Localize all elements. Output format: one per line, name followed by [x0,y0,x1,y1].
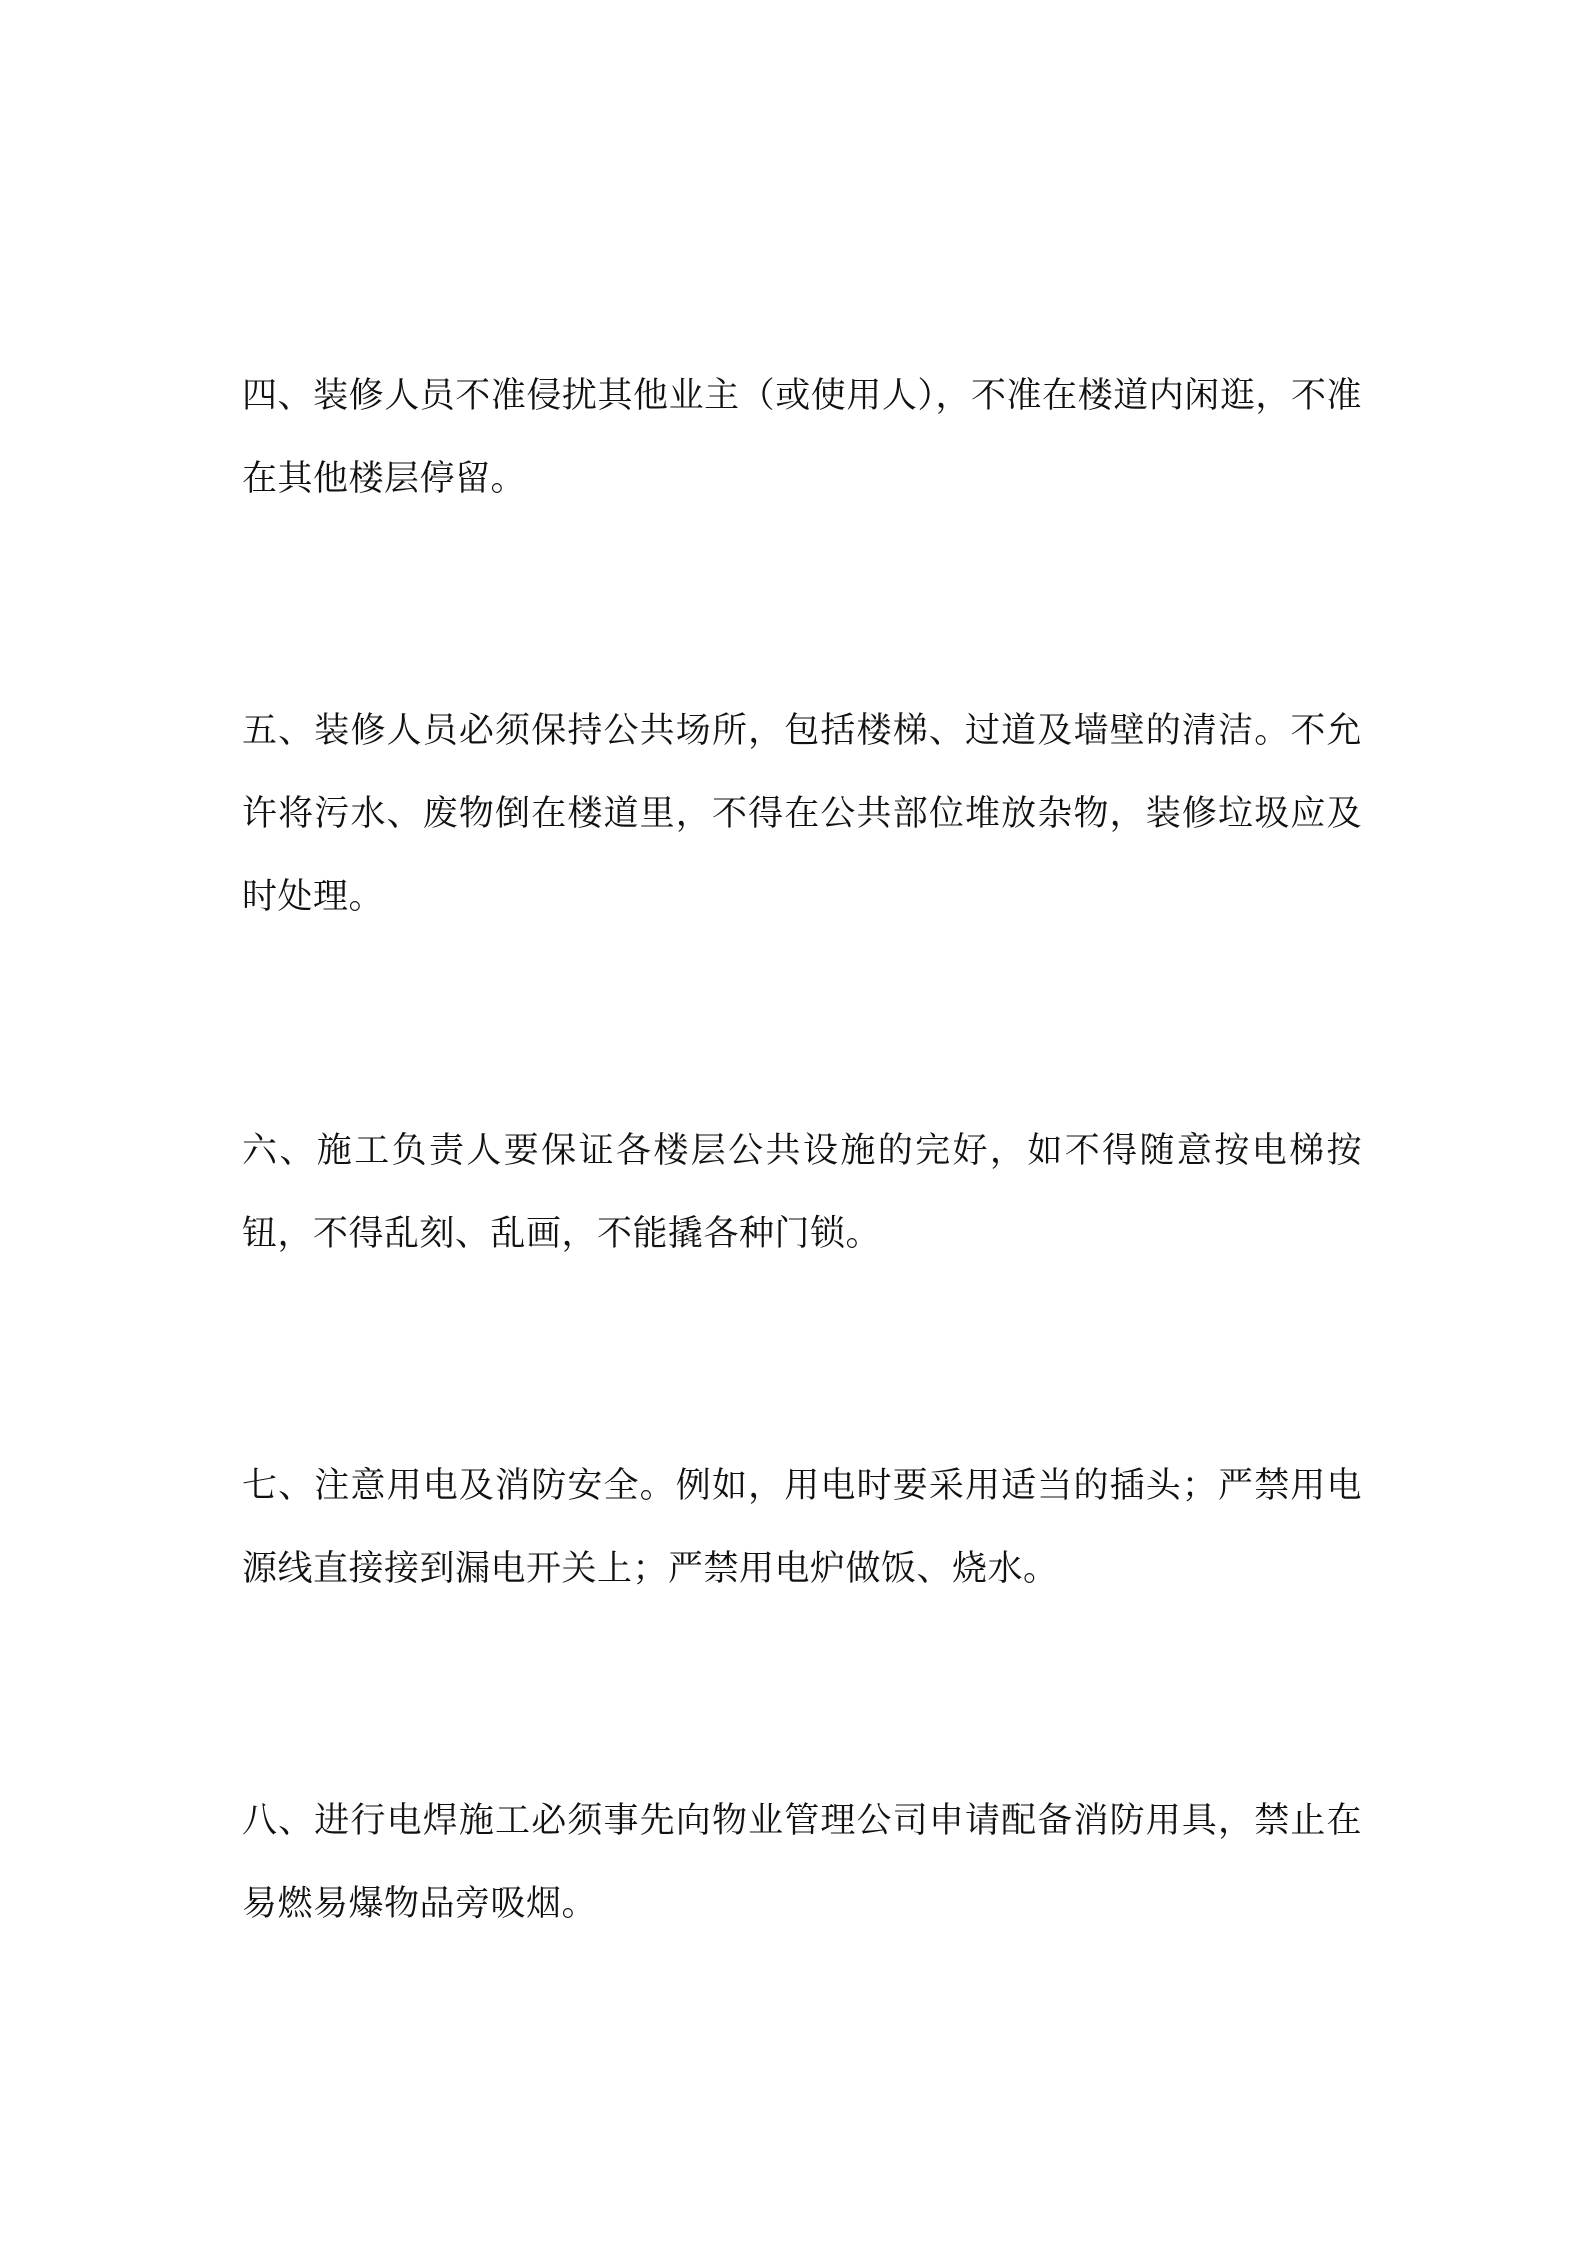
clause-6-paragraph: 六、施工负责人要保证各楼层公共设施的完好，如不得随意按电梯按钮，不得乱刻、乱画，不能撬各种门锁。 [242,1131,1362,1254]
clause-7-paragraph: 七、注意用电及消防安全。例如，用电时要采用适当的插头；严禁用电源线直接接到漏电开关上；严禁用电炉做饭、烧水。 [242,1466,1362,1589]
clause-5-paragraph: 五、装修人员必须保持公共场所，包括楼梯、过道及墙壁的清洁。不允许将污水、废物倒在楼道里，不得在公共部位堆放杂物，装修垃圾应及时处理。 [242,711,1362,917]
clause-8-paragraph: 八、进行电焊施工必须事先向物业管理公司申请配备消防用具，禁止在易燃易爆物品旁吸烟。 [242,1801,1362,1924]
clause-4-paragraph: 四、装修人员不准侵扰其他业主（或使用人），不准在楼道内闲逛，不准在其他楼层停留。 [242,376,1362,499]
